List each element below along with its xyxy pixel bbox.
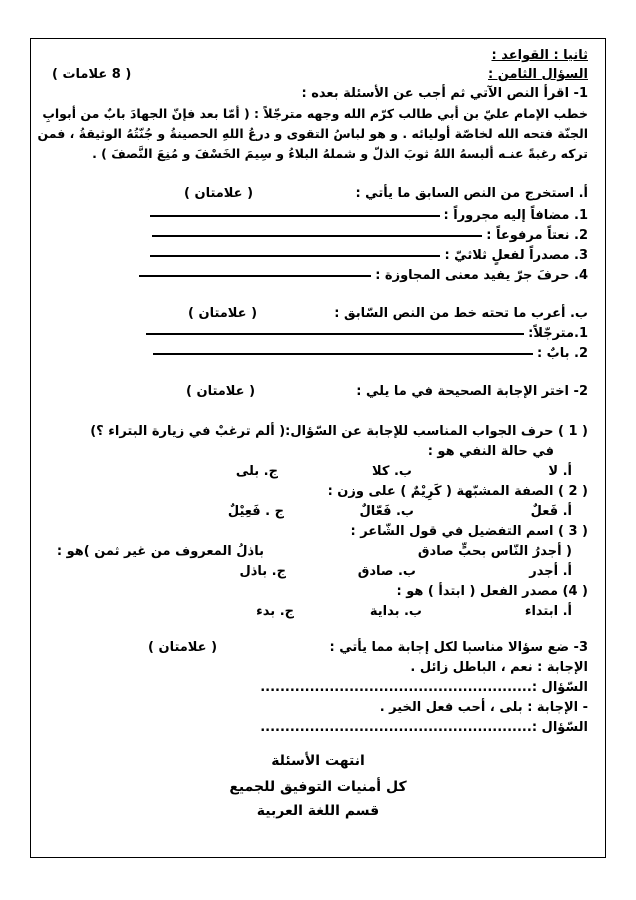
option-b[interactable]: ب. فَعّالٌ [359,504,414,519]
part-a-item-label: 4. حرفَ جرّ يفيد معنى المجاوزة : [375,268,588,283]
question-two-marks: ( علامتان ) [186,384,256,399]
question-three-marks: ( علامتان ) [148,640,218,655]
question-eight-title: السؤال الثامن : [488,67,588,82]
question-label: السّؤال : [531,720,588,735]
question-two-title: 2- اختر الإجابة الصحيحة في ما يلي : [356,384,588,399]
part-a-item [150,208,588,224]
answer-line[interactable] [150,255,440,257]
answer-one-text: الإجابة : نعم ، الباطل زائل . [410,660,588,675]
footer-department: قسم اللغة العربية [256,803,380,819]
part-a-item [152,228,588,244]
footer-good-luck: كل أمنيات التوفيق للجميع [229,779,407,795]
question-one-line [260,680,588,696]
passage-line-2: الجنّة فتحه الله لخاصّة أوليائه . و هو لباسُ التقوى و درعُ اللهِ الحصينةُ و جُنّتُهُ الوثيقةُ ، فمن [37,126,588,141]
option-a[interactable]: أ. فَعلٌ [530,504,572,519]
footer-end-of-questions: انتهت الأسئلة [271,753,365,769]
answer-line[interactable] [150,215,440,217]
answer-line[interactable] [146,333,524,335]
option-c[interactable]: ج . فَعِيْلٌ [227,504,284,519]
question-two-line [260,720,588,736]
answer-dots[interactable]: ....................................................... [260,680,532,695]
q2-item-4-stem: ( 4) مصدر الفعل ( ابتدأ ) هو : [396,584,588,599]
q2-item-1-stem: ( 1 ) حرف الجواب المناسب للإجابة عن السّؤال:( ألم ترغبْ في زيارة البتراء ؟) [90,424,588,439]
part-b-item-label: 1.مترجّلاً: [528,326,588,341]
question-label: السّؤال : [531,680,588,695]
part-a-item-label: 2. نعتاً مرفوعاً : [486,228,588,243]
q2-item-1-stem-cont: في حالة النفي هو : [427,444,554,459]
q2-item-2-stem: ( 2 ) الصفة المشبّهة ( كَرِيْمٌ ) على وزن : [327,484,588,499]
q2-item-3-verse-2: باذلُ المعروف من غير ثمن )هو : [56,544,264,559]
answer-line[interactable] [153,353,533,355]
option-c[interactable]: ج. بلى [235,464,278,479]
answer-line[interactable] [139,275,371,277]
question-three-title: 3- ضع سؤالا مناسبا لكل إجابة مما يأتي : [329,640,588,655]
part-b-title: ب. أعرب ما تحته خط من النص السّابق : [334,306,588,321]
answer-line[interactable] [152,235,482,237]
option-b[interactable]: ب. صادق [357,564,416,579]
part-a-item-label: 1. مضافاً إليه مجروراً : [443,208,588,223]
option-c[interactable]: ج. بدء [256,604,294,619]
option-a[interactable]: أ. لا [548,464,572,479]
part-b-item [146,326,588,342]
q2-item-3-verse-1: ( أجدرُ النّاس بحبٍّ صادق [417,544,572,559]
part-b-item [153,346,588,362]
answer-two-text: - الإجابة : بلى ، أحب فعل الخير . [379,700,588,715]
part-b-item-label: 2. بابٌ : [536,346,588,361]
option-a[interactable]: أ. أجدر [529,564,572,579]
part-a-item [139,268,588,284]
option-b[interactable]: ب. كلا [372,464,412,479]
part-b-marks: ( علامتان ) [188,306,258,321]
part-a-title: أ. استخرج من النص السابق ما يأتي : [355,186,588,201]
part-a-item-label: 3. مصدراً لفعلٍ ثلاثيّ : [444,248,588,263]
question-one-intro: 1- اقرأ النص الآتي ثم أجب عن الأسئلة بعده : [301,86,588,101]
part-a-marks: ( علامتان ) [184,186,254,201]
passage-line-1: خطب الإمام عليّ بن أبي طالب كرّم الله وجهه مترجّلاً : ( أمّا بعد فإنّ الجهادَ بابٌ من أبوابِ [42,106,588,121]
q2-item-3-stem: ( 3 ) اسم التفضيل في قول الشّاعر : [350,524,588,539]
option-b[interactable]: ب. بداية [369,604,422,619]
passage-line-3: تركه رغبةً عنـه ألبسهُ اللهُ ثوبَ الذلّ و شملهُ البلاءُ و سِيمَ الخَسْفَ و مُنِعَ النَّصفَ ) . [92,146,588,161]
question-eight-marks: ( 8 علامات ) [52,67,132,82]
section-title: ثانيا : القواعد : [491,48,588,63]
part-a-item [150,248,588,264]
option-c[interactable]: ج. باذل [239,564,286,579]
option-a[interactable]: أ. ابتداء [524,604,572,619]
answer-dots[interactable]: ....................................................... [260,720,532,735]
